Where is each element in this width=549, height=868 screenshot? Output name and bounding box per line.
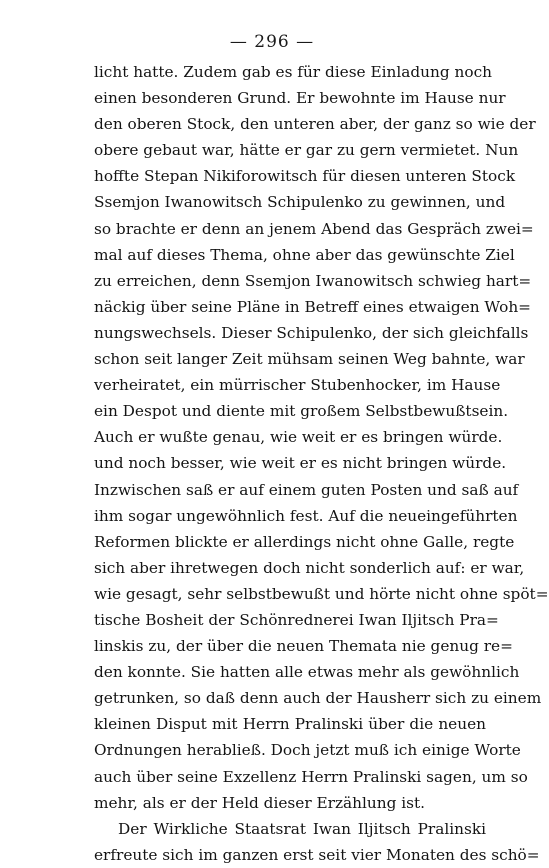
text-line: wie gesagt, sehr selbstbewußt und hörte nicht ohne spöt=: [94, 584, 549, 603]
text-line: tische Bosheit der Schönrednerei Iwan Iljitsch Pra=: [94, 610, 499, 629]
text-line: schon seit langer Zeit mühsam seinen Weg bahnte, war: [94, 350, 525, 369]
text-line: sich aber ihretwegen doch nicht sonderlich auf: er war,: [94, 558, 525, 577]
text-line: erfreute sich im ganzen erst seit vier Monaten des schö=: [94, 845, 540, 864]
text-line: getrunken, so daß denn auch der Hausherr sich zu einem: [94, 689, 542, 708]
text-line: so brachte er denn an jenem Abend das Gespräch zwei=: [94, 219, 534, 238]
text-line: näckig über seine Pläne in Betreff eines etwaigen Woh=: [94, 297, 531, 316]
text-line: Auch er wußte genau, wie weit er es bringen würde.: [94, 428, 503, 447]
text-line: hoffte Stepan Nikiforowitsch für diesen unteren Stock: [94, 167, 516, 186]
paragraph-start-line: Der Wirkliche Staatsrat Iwan Iljitsch Pralinski: [118, 819, 486, 838]
paragraph-end-line: mehr, als er der Held dieser Erzählung ist.: [94, 793, 426, 812]
text-line: einen besonderen Grund. Er bewohnte im Hause nur: [94, 89, 506, 108]
text-line: zu erreichen, denn Ssemjon Iwanowitsch schwieg hart=: [94, 271, 532, 290]
text-line: Reformen blickte er allerdings nicht ohne Galle, regte: [94, 532, 515, 551]
text-line: den konnte. Sie hatten alle etwas mehr als gewöhnlich: [94, 663, 520, 682]
text-line: Ssemjon Iwanowitsch Schipulenko zu gewinnen, und: [94, 193, 506, 212]
text-line: Inzwischen saß er auf einem guten Posten und saß auf: [94, 480, 519, 499]
page-number: — 296 —: [229, 32, 315, 52]
text-line: ihm sogar ungewöhnlich fest. Auf die neueingeführten: [94, 506, 518, 525]
text-line: linskis zu, der über die neuen Themata nie genug re=: [94, 637, 513, 656]
text-line: den oberen Stock, den unteren aber, der ganz so wie der: [94, 115, 536, 134]
body-text: [94, 59, 549, 868]
text-line: kleinen Disput mit Herrn Pralinski über die neuen: [94, 715, 486, 734]
text-line: verheiratet, ein mürrischer Stubenhocker, im Hause: [94, 376, 501, 395]
text-line: und noch besser, wie weit er es nicht bringen würde.: [94, 454, 507, 473]
text-line: nungswechsels. Dieser Schipulenko, der sich gleichfalls: [94, 323, 529, 342]
text-line: Ordnungen herabließ. Doch jetzt muß ich einige Worte: [94, 741, 521, 760]
text-line: mal auf dieses Thema, ohne aber das gewünschte Ziel: [94, 245, 515, 264]
text-line: obere gebaut war, hätte er gar zu gern vermietet. Nun: [94, 141, 519, 160]
text-line: ein Despot und diente mit großem Selbstbewußtsein.: [94, 402, 509, 421]
text-line: licht hatte. Zudem gab es für diese Einladung noch: [94, 63, 493, 81]
text-line: auch über seine Exzellenz Herrn Pralinski sagen, um so: [94, 767, 528, 786]
